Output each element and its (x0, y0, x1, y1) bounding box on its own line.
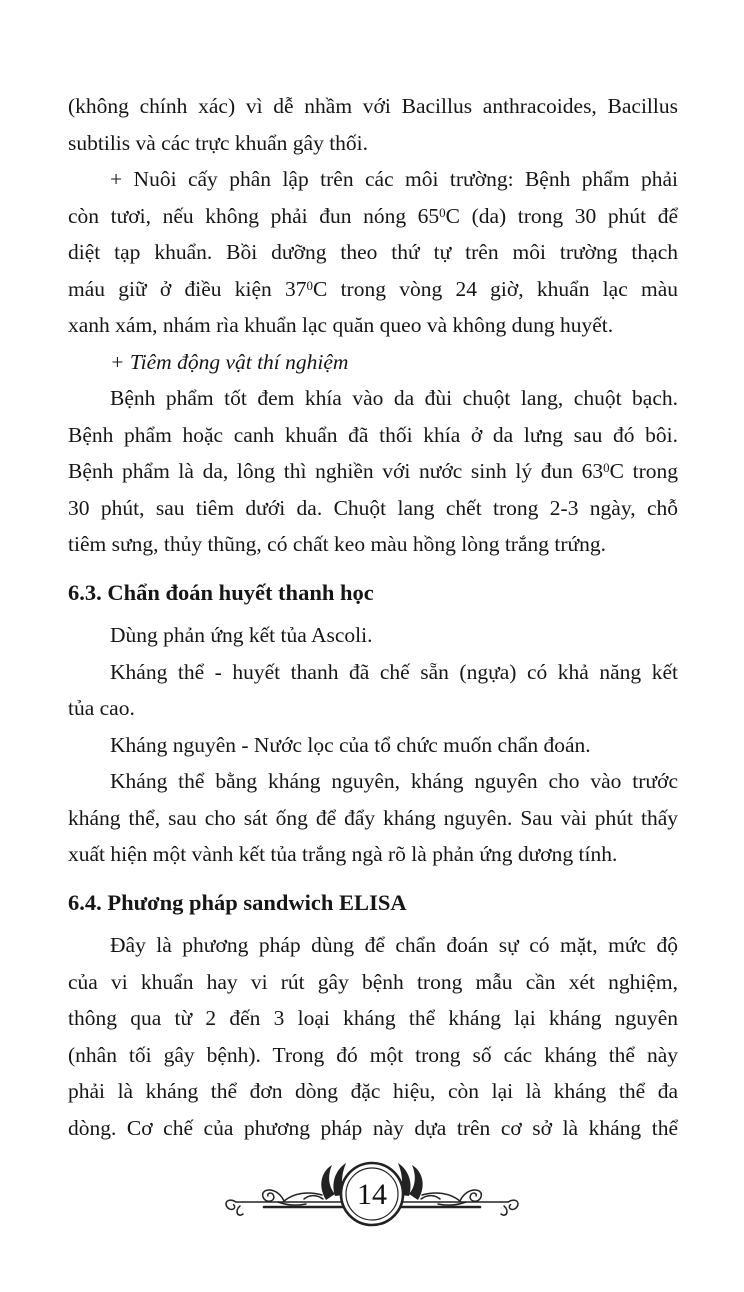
text-line: Kháng thể bằng kháng nguyên, kháng nguyên cho vào trước (110, 769, 678, 793)
text-line: kháng thể, sau cho sát ống để đẩy kháng nguyên. Sau vài phút thấy (68, 805, 678, 830)
text-line: diệt tạp khuẩn. Bồi dưỡng theo thứ tự trên môi trường thạch (68, 240, 678, 264)
page-footer (222, 1150, 522, 1251)
text-line: tiêm sưng, thủy thũng, có chất keo màu hồng lòng trắng trứng. (68, 532, 607, 556)
paragraph (68, 344, 678, 381)
paragraph (68, 654, 678, 727)
text-line: 30 phút, sau tiêm dưới da. Chuột lang chết trong 2-3 ngày, chỗ (68, 495, 678, 520)
text-line: Đây là phương pháp dùng để chẩn đoán sự có mặt, mức độ (110, 933, 678, 957)
text-line: Kháng thể - huyết thanh đã chế sẵn (ngựa) có khả năng kết (110, 659, 678, 684)
text-line: còn tươi, nếu không phải đun nóng $65^0C$ (da) trong 30 phút để (68, 203, 678, 228)
text-line: xanh xám, nhám rìa khuẩn lạc quăn queo và không dung huyết. (68, 313, 614, 337)
text-line: Dùng phản ứng kết tủa Ascoli. (110, 623, 373, 647)
text-line: + Tiêm động vật thí nghiệm (110, 349, 349, 374)
text-line: Bệnh phẩm là da, lông thì nghiền với nước sinh lý đun $63^0C$ trong (68, 459, 678, 483)
text-line: + Nuôi cấy phân lập trên các môi trường: Bệnh phẩm phải (110, 167, 678, 191)
paragraph (68, 617, 678, 654)
paragraph (68, 380, 678, 563)
text-line: 6.3. Chẩn đoán huyết thanh học (68, 579, 374, 605)
page-number-circle (341, 1163, 403, 1225)
text-line: Bệnh phẩm tốt đem khía vào da đùi chuột lang, chuột bạch. (110, 386, 678, 410)
page-number: 14 (357, 1178, 387, 1211)
text-line: của vi khuẩn hay vi rút gây bệnh trong mẫu cần xét nghiệm, (68, 969, 678, 994)
text-line: 6.4. Phương pháp sandwich ELISA (68, 889, 407, 915)
section-heading (68, 575, 678, 612)
paragraph (68, 727, 678, 764)
text-line: (nhân tối gây bệnh). Trong đó một trong số các kháng thể này (68, 1042, 678, 1067)
paragraph (68, 763, 678, 873)
paragraph (68, 161, 678, 344)
text-line: (không chính xác) vì dễ nhầm với Bacillus anthracoides, Bacillus (68, 94, 678, 118)
text-line: tủa cao. (68, 696, 135, 720)
text-line: subtilis và các trực khuẩn gây thối. (68, 130, 369, 155)
flourish-divider-icon (222, 1150, 522, 1246)
text-line: xuất hiện một vành kết tủa trắng ngà rõ là phản ứng dương tính. (68, 842, 618, 866)
page-content (68, 88, 678, 1146)
text-line: Kháng nguyên - Nước lọc của tổ chức muốn chẩn đoán. (110, 732, 591, 757)
text-line: phải là kháng thể đơn dòng đặc hiệu, còn lại là kháng thể đa (68, 1079, 678, 1103)
text-line: dòng. Cơ chế của phương pháp này dựa trên cơ sở là kháng thể (68, 1115, 678, 1140)
text-line: Bệnh phẩm hoặc canh khuẩn đã thối khía ở da lưng sau đó bôi. (68, 422, 678, 447)
paragraph (68, 88, 678, 161)
text-line: thông qua từ 2 đến 3 loại kháng thể kháng lại kháng nguyên (68, 1006, 678, 1030)
text-line: máu giữ ở điều kiện $37^0C$ trong vòng 24 giờ, khuẩn lạc màu (68, 276, 679, 301)
section-heading (68, 885, 678, 922)
paragraph (68, 927, 678, 1146)
